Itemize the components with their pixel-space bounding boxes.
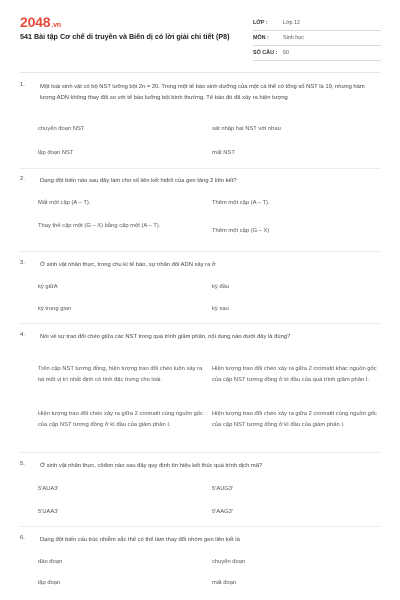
question-text: Ở sinh vật nhân thực, trong chu kì tế bào, sự nhân đôi ADN xảy ra ở — [40, 262, 216, 268]
logo-main: 2048 — [20, 14, 51, 30]
question-number: 6. — [20, 535, 25, 541]
question-number: 3. — [20, 260, 25, 266]
question-text: Một loài sinh vật có bộ NST lưỡng bội 2n = 20. Trong một tế bào sinh dưỡng của một cá thể có tổng số NST là 19, nhưng hàm lượng ADN không thay đổi so với tế bào lưỡng bội bình thường. Tế bào đó đã xảy ra hiện tượng — [40, 84, 365, 101]
meta-table — [253, 16, 381, 61]
site-logo[interactable] — [20, 14, 61, 30]
answer-option[interactable]: kỳ trung gian — [38, 306, 72, 312]
answer-option[interactable]: Mất một cặp (A – T). — [38, 200, 91, 206]
question-text: Dạng đột biến cấu trúc nhiễm sắc thể có thể làm thay đổi nhóm gen liên kết là — [40, 537, 240, 543]
question-divider — [20, 251, 380, 252]
question-text: Dạng đột biến nào sau đây làm cho số liên kết hiđrô của gen tăng 2 liên kết? — [40, 178, 237, 184]
answer-option[interactable]: 5'AAG3' — [212, 509, 233, 515]
question-number: 1. — [20, 82, 25, 88]
question-divider — [20, 323, 380, 324]
answer-option[interactable]: Thêm một cặp (G – X) — [212, 228, 270, 234]
question-number: 4. — [20, 332, 25, 338]
answer-option[interactable]: mất đoạn — [212, 580, 237, 586]
answer-option[interactable]: 5'AUA3' — [38, 486, 59, 492]
question-divider — [20, 452, 380, 453]
answer-option[interactable]: 5'UAA3' — [38, 509, 59, 515]
answer-option[interactable]: chuyển đoạn NST — [38, 126, 85, 132]
answer-option[interactable]: lặp đoạn NST — [38, 150, 74, 156]
answer-option[interactable]: đảo đoạn — [38, 559, 63, 565]
answer-option[interactable]: Hiện tượng trao đổi chéo xảy ra giữa 2 cromatit khác nguồn gốc của cặp NST tương đồng ở kì đầu của quá trình giảm phân I. — [212, 366, 377, 383]
meta-row-count — [253, 46, 381, 61]
header-divider — [20, 72, 380, 73]
answer-option[interactable]: Thêm một cặp (A – T). — [212, 200, 270, 206]
meta-key: MÔN : — [253, 35, 269, 41]
answer-option[interactable]: kỳ sau — [212, 306, 229, 312]
meta-row-subject — [253, 31, 381, 46]
answer-option[interactable]: Thay thế cặp một (G – X) bằng cặp một (A – T). — [38, 223, 161, 229]
answer-option[interactable]: lặp đoạn — [38, 580, 61, 586]
meta-value: Sinh học — [283, 35, 304, 41]
meta-key: LỚP : — [253, 20, 268, 26]
answer-option[interactable]: kỳ giữA — [38, 284, 58, 290]
page-header — [0, 0, 400, 70]
answer-option[interactable]: Trên cặp NST tương đồng, hiện tượng trao đổi chéo luôn xảy ra tại một vị trí nhất định có tính đặc trưng cho loài. — [38, 366, 203, 383]
question-text: Ở sinh vật nhân thực, côđon nào sau đây quy định tín hiệu kết thúc quá trình dịch mã? — [40, 463, 263, 469]
answer-option[interactable]: chuyển đoạn — [212, 559, 246, 565]
meta-value: 50 — [283, 50, 289, 56]
meta-value: Lớp 12 — [283, 20, 301, 26]
answer-option[interactable]: 5'AUG3' — [212, 486, 234, 492]
logo-suffix: .vn — [51, 22, 61, 29]
question-text: Nói về sự trao đổi chéo giữa các NST trong quá trình giảm phân, nội dung nào dưới đây là đúng? — [40, 334, 291, 340]
answer-option[interactable]: sát nhập hai NST với nhau — [212, 126, 281, 132]
answer-option[interactable]: Hiện tượng trao đổi chéo xảy ra giữa 2 cromatit cùng nguồn gốc của cặp NST tương đồng ở kì đầu của giảm phân I. — [38, 411, 203, 428]
answer-option[interactable]: kỳ đầu — [212, 284, 230, 290]
meta-key: SỐ CÂU : — [253, 50, 278, 56]
answer-option[interactable]: mất NST — [212, 150, 235, 156]
question-divider — [20, 526, 380, 527]
meta-row-class — [253, 16, 381, 31]
question-number: 5. — [20, 461, 25, 467]
document-title: 541 Bài tập Cơ chế di truyền và Biến dị có lời giải chi tiết (P8) — [20, 32, 230, 41]
question-number: 2. — [20, 176, 25, 182]
answer-option[interactable]: Hiện tượng trao đổi chéo xảy ra giữa 2 cromatit cùng nguồn gốc của cặp NST tương đồng ở kì đầu của giảm phân I. — [212, 411, 377, 428]
question-divider — [20, 168, 380, 169]
